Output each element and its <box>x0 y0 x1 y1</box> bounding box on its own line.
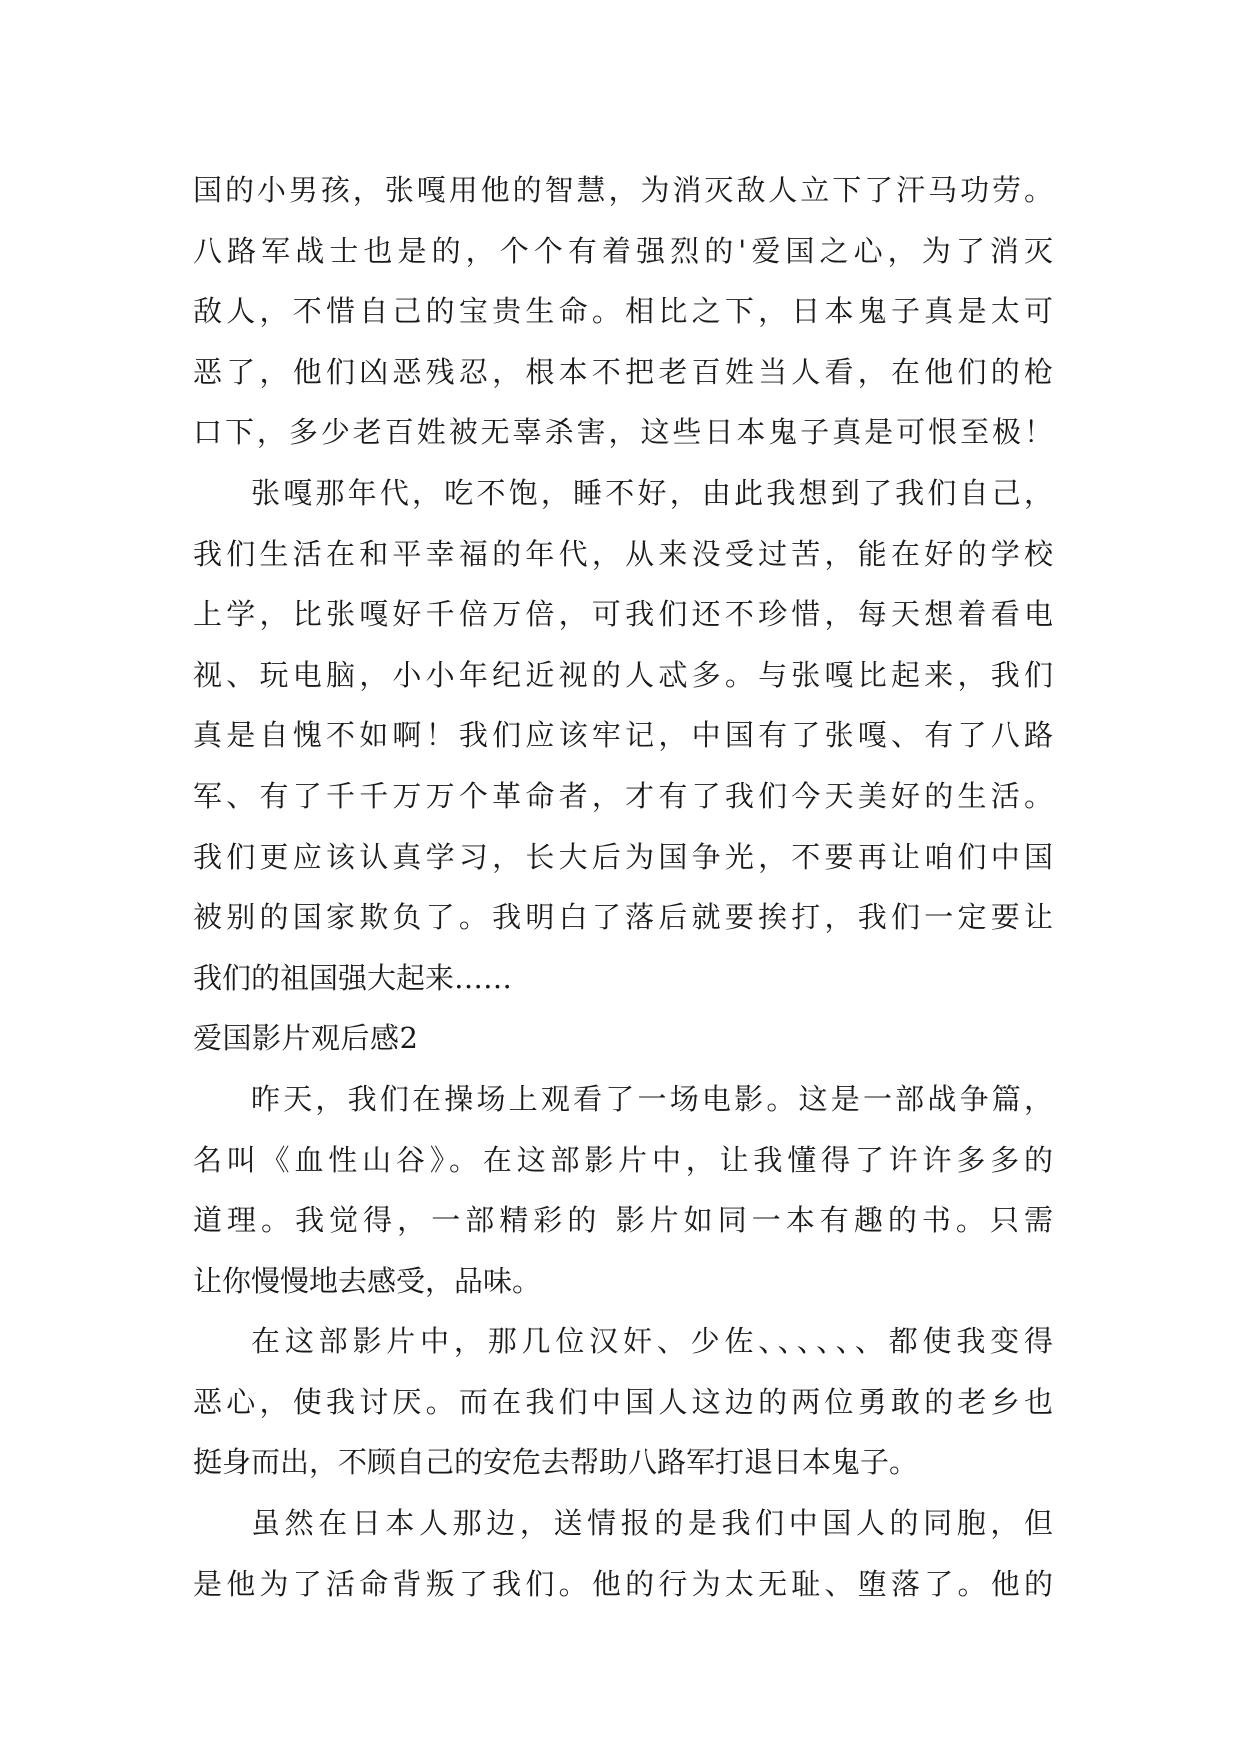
text-line: 名叫《血性山谷》。在这部影片中，让我懂得了许许多多的 <box>193 1142 1053 1177</box>
text-line: 真是自愧不如啊！我们应该牢记，中国有了张嘎、有了八路 <box>193 718 1053 753</box>
text-line: 我们更应该认真学习，长大后为国争光，不要再让咱们中国 <box>193 839 1053 874</box>
text-line: 被别的国家欺负了。我明白了落后就要挨打，我们一定要让 <box>193 900 1053 935</box>
text-line: 恶了，他们凶恶残忍，根本不把老百姓当人看，在他们的枪 <box>193 354 1053 389</box>
paragraph-2 <box>193 463 1053 1008</box>
section-heading: 爱国影片观后感2 <box>193 1021 419 1056</box>
text-line: 是他为了活命背叛了我们。他的行为太无耻、堕落了。他的 <box>193 1566 1053 1601</box>
text-line: 视、玩电脑，小小年纪近视的人忒多。与张嘎比起来，我们 <box>193 657 1053 692</box>
text-line: 军、有了千千万万个革命者，才有了我们今天美好的生活。 <box>193 778 1053 813</box>
text-line: 上学，比张嘎好千倍万倍，可我们还不珍惜，每天想着看电 <box>193 597 1053 632</box>
paragraph-3 <box>193 1069 1053 1311</box>
text-line: 虽然在日本人那边，送情报的是我们中国人的同胞，但 <box>251 1506 1053 1541</box>
paragraph-continued <box>193 160 1053 463</box>
text-line: 我们的祖国强大起来…… <box>193 960 513 995</box>
text-line: 八路军战士也是的，个个有着强烈的'爱国之心，为了消灭 <box>193 233 1053 268</box>
text-line: 昨天，我们在操场上观看了一场电影。这是一部战争篇， <box>251 1081 1053 1116</box>
text-line: 挺身而出，不顾自己的安危去帮助八路军打退日本鬼子。 <box>193 1445 919 1480</box>
document-body <box>193 160 1053 1614</box>
text-line: 在这部影片中，那几位汉奸、少佐、、、、、、都使我变得 <box>251 1324 1053 1359</box>
paragraph-4 <box>193 1311 1053 1493</box>
text-line: 我们生活在和平幸福的年代，从来没受过苦，能在好的学校 <box>193 536 1053 571</box>
text-line: 敌人，不惜自己的宝贵生命。相比之下，日本鬼子真是太可 <box>193 294 1053 329</box>
text-line: 张嘎那年代，吃不饱，睡不好，由此我想到了我们自己， <box>251 475 1053 510</box>
paragraph-5 <box>193 1493 1053 1614</box>
text-line: 让你慢慢地去感受，品味。 <box>193 1263 542 1298</box>
text-line: 恶心，使我讨厌。而在我们中国人这边的两位勇敢的老乡也 <box>193 1384 1053 1419</box>
text-line: 口下，多少老百姓被无辜杀害，这些日本鬼子真是可恨至极！ <box>193 415 1053 450</box>
text-line: 道理。我觉得，一部精彩的 影片如同一本有趣的书。只需 <box>193 1203 1053 1238</box>
text-line: 国的小男孩，张嘎用他的智慧，为消灭敌人立下了汗马功劳。 <box>193 173 1053 207</box>
